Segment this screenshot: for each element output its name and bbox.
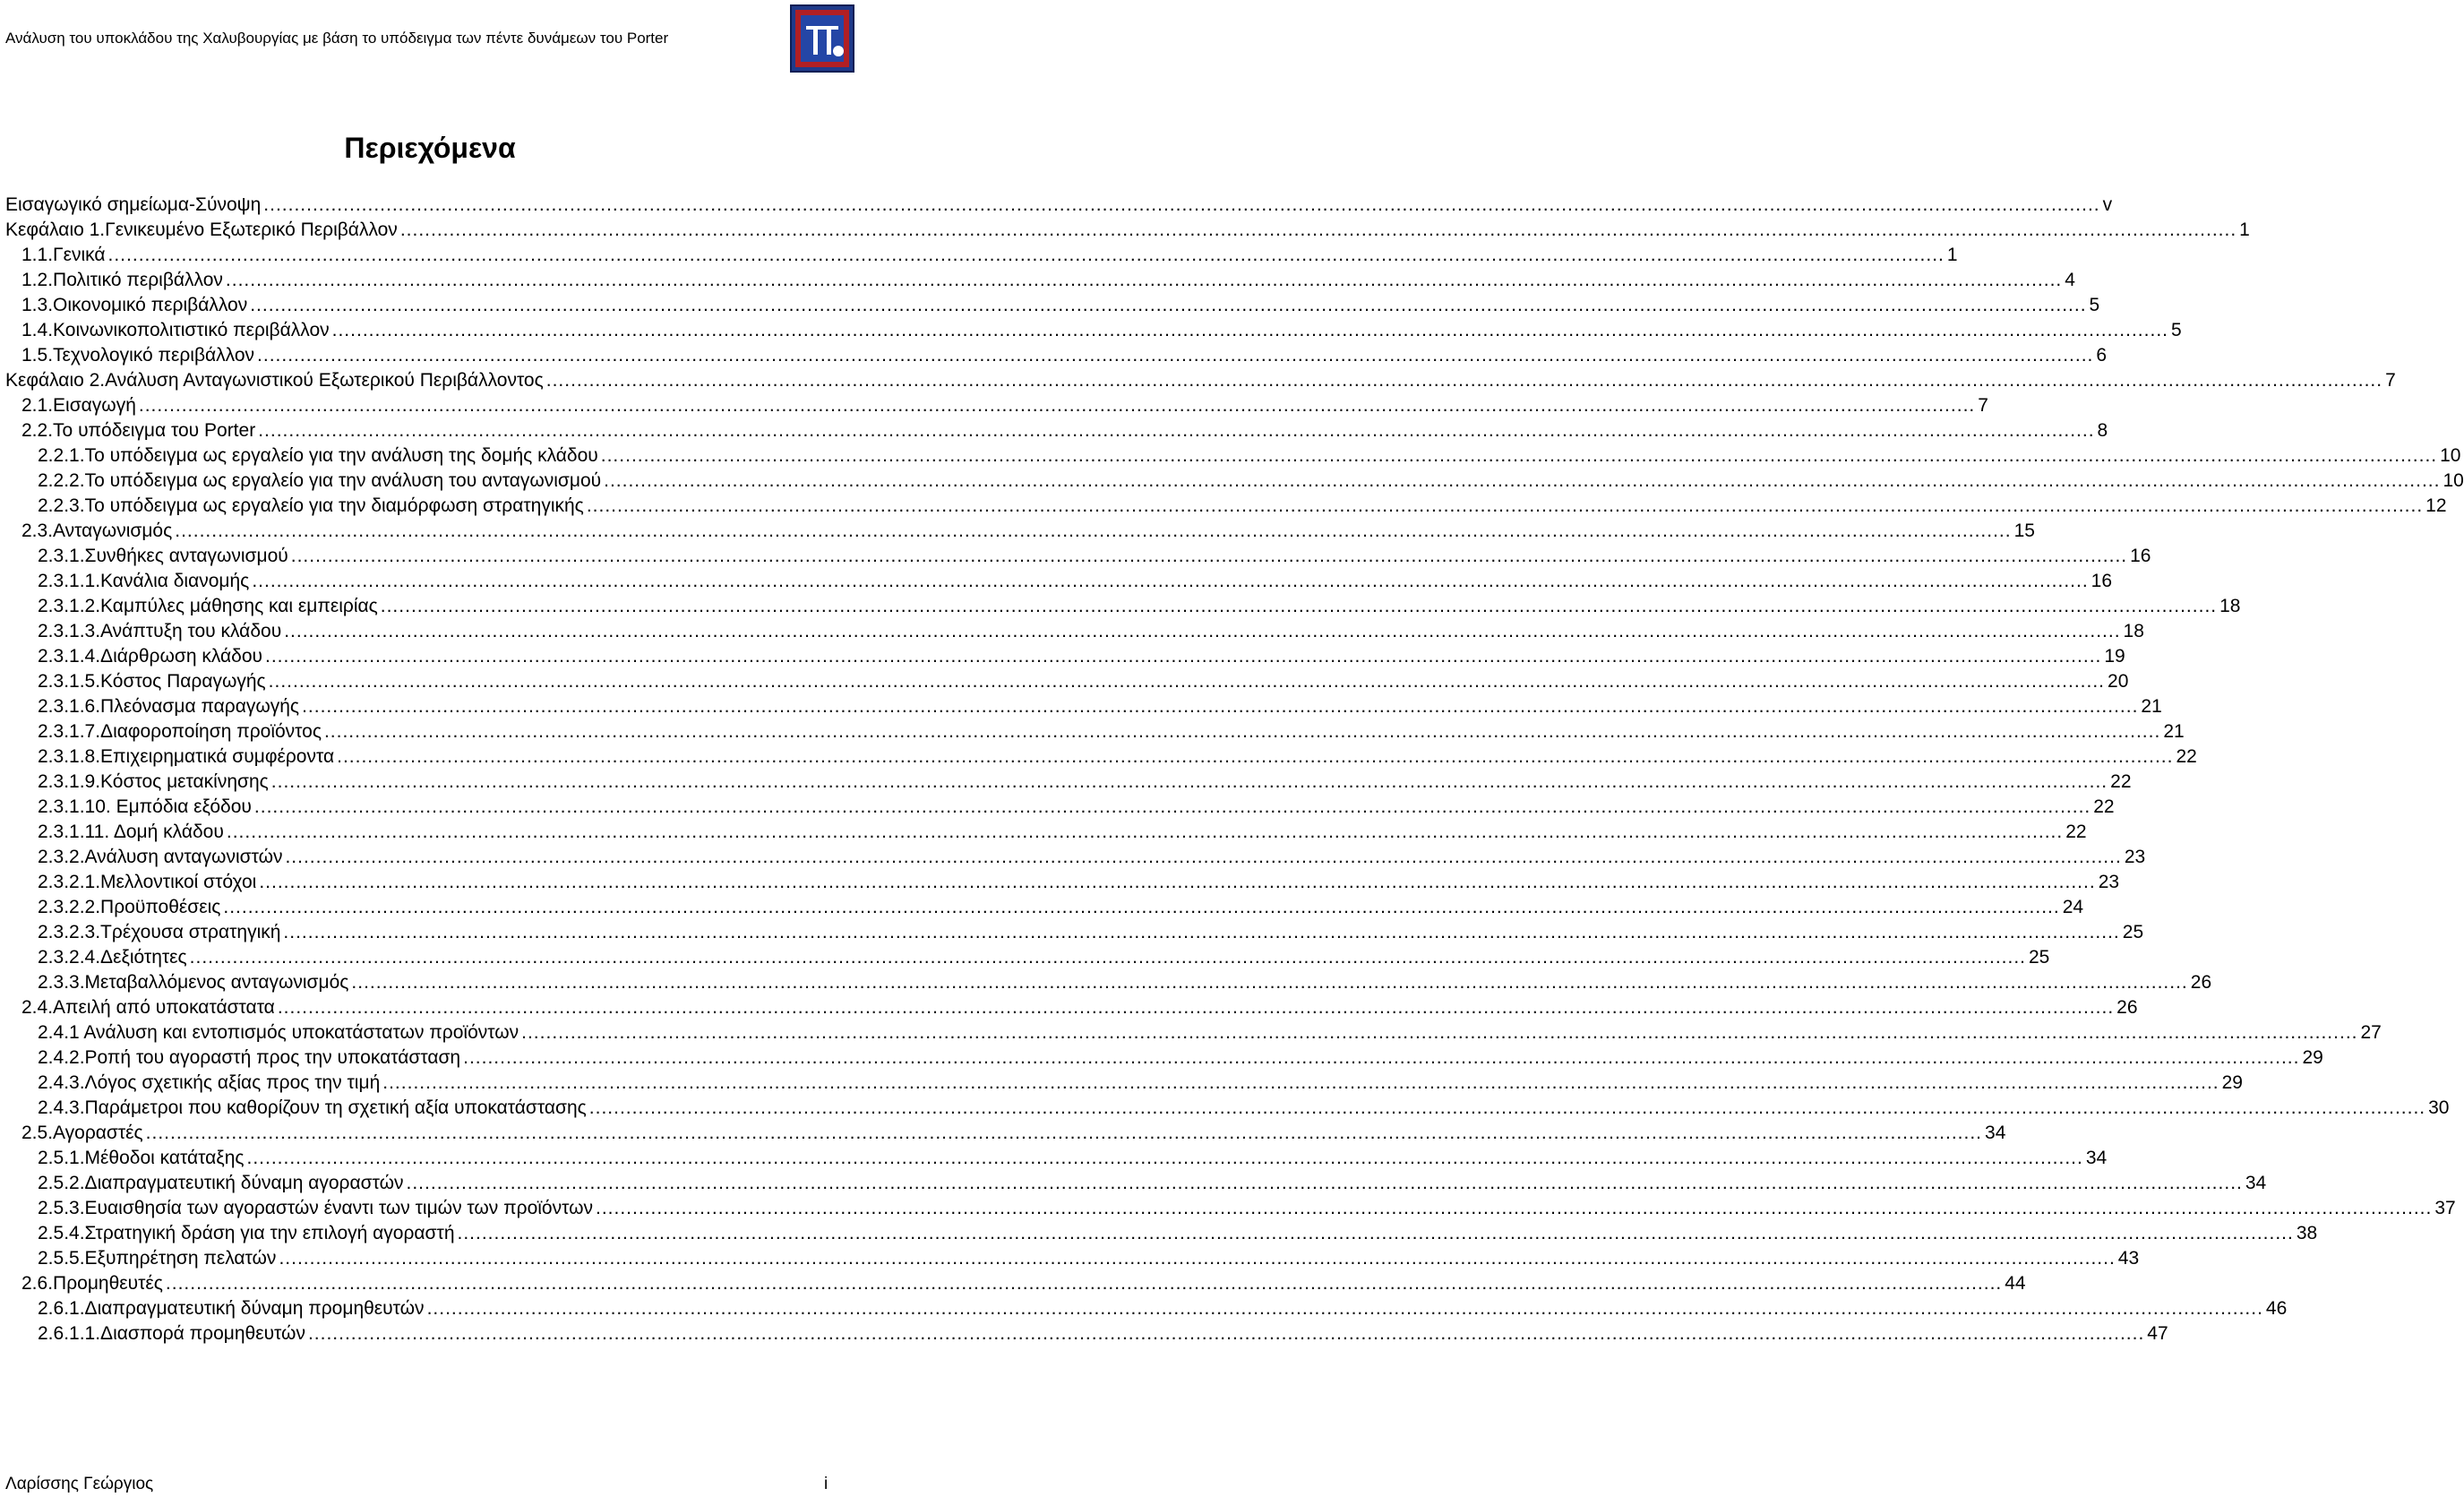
toc-dot-leader: ............................................................................................................................................................................................................................................................................................................ — [285, 847, 2122, 867]
toc-entry[interactable] — [38, 667, 2129, 693]
toc-dot-leader: ............................................................................................................................................................................................................................................................................................................ — [138, 395, 1976, 416]
toc-entry-label: Το υπόδειγμα ως εργαλείο για την ανάλυση του ανταγωνισμού — [84, 470, 602, 491]
toc-entry[interactable] — [38, 1043, 2323, 1070]
toc-dot-leader: ............................................................................................................................................................................................................................................................................................................ — [331, 320, 2168, 340]
toc-entry-label: 2.3.2.3.Τρέχουσα στρατηγική — [38, 922, 281, 942]
toc-entry[interactable] — [21, 265, 2075, 292]
toc-entry[interactable] — [21, 993, 2138, 1020]
toc-entry[interactable] — [5, 366, 2396, 392]
toc-entry-number: 1.2. — [21, 270, 54, 290]
toc-entry-label: Αγοραστές — [53, 1123, 143, 1143]
toc-entry-page: 21 — [2163, 721, 2185, 742]
toc-entry-number: 2.2.3. — [38, 495, 85, 516]
toc-dot-leader: ............................................................................................................................................................................................................................................................................................................ — [307, 1323, 2145, 1344]
toc-entry-page: 25 — [2029, 947, 2050, 968]
toc-entry[interactable] — [5, 190, 2113, 217]
toc-dot-leader: ............................................................................................................................................................................................................................................................................................................ — [521, 1022, 2358, 1043]
toc-entry-page: 10 — [2443, 470, 2464, 491]
toc-dot-leader: ............................................................................................................................................................................................................................................................................................................ — [351, 972, 2188, 993]
toc-entry-number: 1.3. — [21, 295, 54, 315]
toc-entry-page: 23 — [2098, 872, 2120, 892]
toc-entry-page: 38 — [2296, 1223, 2318, 1243]
toc-entry-page: 8 — [2097, 420, 2108, 441]
toc-entry-label: Ευαισθησία των αγοραστών έναντι των τιμών των προϊόντων — [84, 1198, 593, 1218]
toc-entry-label: 2.3.1.5.Κόστος Παραγωγής — [38, 671, 266, 692]
toc-entry-label: Εισαγωγή — [53, 395, 136, 416]
toc-entry-page: v — [2102, 194, 2113, 215]
toc-entry-page: 7 — [1978, 395, 1988, 416]
toc-entry-page: 19 — [2104, 646, 2125, 667]
toc-entry[interactable] — [38, 1143, 2108, 1170]
toc-dot-leader: ............................................................................................................................................................................................................................................................................................................ — [223, 897, 2060, 917]
toc-dot-leader: ............................................................................................................................................................................................................................................................................................................ — [283, 922, 2120, 942]
toc-entry-page: 23 — [2124, 847, 2146, 867]
toc-dot-leader: ............................................................................................................................................................................................................................................................................................................ — [259, 872, 2096, 892]
toc-entry-label: Εισαγωγικό σημείωμα-Σύνοψη — [5, 194, 262, 215]
toc-dot-leader: ............................................................................................................................................................................................................................................................................................................ — [399, 219, 2237, 240]
toc-dot-leader: ............................................................................................................................................................................................................................................................................................................ — [337, 746, 2174, 767]
toc-entry-page: 5 — [2089, 295, 2100, 315]
toc-entry-number: 1.5. — [21, 345, 54, 366]
toc-dot-leader: ............................................................................................................................................................................................................................................................................................................ — [463, 1047, 2300, 1068]
toc-dot-leader: ............................................................................................................................................................................................................................................................................................................ — [302, 696, 2139, 717]
toc-entry-page: 46 — [2265, 1298, 2288, 1319]
toc-entry[interactable] — [38, 541, 2151, 568]
toc-entry-number: 2.6. — [21, 1273, 54, 1294]
toc-entry[interactable] — [38, 1068, 2243, 1095]
toc-entry-page: 7 — [2385, 370, 2396, 391]
toc-entry-label: 2.3.1.9.Κόστος μετακίνησης — [38, 771, 269, 792]
toc-dot-leader: ............................................................................................................................................................................................................................................................................................................ — [253, 796, 2091, 817]
toc-dot-leader: ............................................................................................................................................................................................................................................................................................................ — [284, 621, 2121, 641]
toc-entry-page: 29 — [2302, 1047, 2323, 1068]
toc-entry-page: 16 — [2130, 546, 2151, 566]
toc-entry[interactable] — [38, 616, 2144, 643]
toc-entry[interactable] — [38, 742, 2197, 769]
toc-entry-page: 29 — [2221, 1072, 2243, 1093]
toc-entry[interactable] — [38, 641, 2125, 668]
toc-entry-page: 6 — [2096, 345, 2108, 366]
toc-entry[interactable] — [38, 491, 2447, 518]
toc-dot-leader: ............................................................................................................................................................................................................................................................................................................ — [586, 495, 2424, 516]
toc-entry-page: 47 — [2147, 1323, 2168, 1344]
toc-entry-number: 2.4.2. — [38, 1047, 85, 1068]
toc-entry-page: 26 — [2116, 997, 2138, 1018]
toc-dot-leader: ............................................................................................................................................................................................................................................................................................................ — [596, 1198, 2433, 1218]
toc-entry[interactable] — [38, 917, 2144, 944]
toc-entry-number: 2.3. — [21, 521, 54, 541]
toc-entry-number: 2.4.3. — [38, 1072, 85, 1093]
toc-entry-page: 22 — [2176, 746, 2197, 767]
toc-dot-leader: ............................................................................................................................................................................................................................................................................................................ — [257, 345, 2094, 366]
toc-entry[interactable] — [38, 792, 2115, 819]
toc-entry-page: 18 — [2219, 596, 2241, 616]
toc-dot-leader: ............................................................................................................................................................................................................................................................................................................ — [165, 1273, 2003, 1294]
toc-entry[interactable] — [38, 441, 2461, 468]
toc-entry-label: Προμηθευτές — [53, 1273, 163, 1294]
toc-entry-page: 27 — [2360, 1022, 2382, 1043]
toc-dot-leader: ............................................................................................................................................................................................................................................................................................................ — [406, 1173, 2243, 1193]
toc-entry-page: 43 — [2117, 1248, 2140, 1269]
toc-entry-label: Εξυπηρέτηση πελατών — [84, 1248, 277, 1269]
toc-entry[interactable] — [38, 1193, 2456, 1220]
toc-entry-page: 37 — [2434, 1198, 2456, 1218]
toc-dot-leader: ............................................................................................................................................................................................................................................................................................................ — [226, 822, 2064, 842]
toc-dot-leader: ............................................................................................................................................................................................................................................................................................................ — [323, 721, 2161, 742]
toc-dot-leader: ............................................................................................................................................................................................................................................................................................................ — [250, 295, 2087, 315]
toc-dot-leader: ............................................................................................................................................................................................................................................................................................................ — [545, 370, 2383, 391]
toc-entry-label: 2.3.1.6.Πλεόνασμα παραγωγής — [38, 696, 300, 717]
toc-entry[interactable] — [38, 566, 2113, 593]
toc-dot-leader: ............................................................................................................................................................................................................................................................................................................ — [426, 1298, 2263, 1319]
toc-entry-label: Διαπραγματευτική δύναμη αγοραστών — [84, 1173, 404, 1193]
toc-entry-label: 2.3.1.1.Κανάλια διανομής — [38, 571, 250, 591]
toc-entry-label: Μέθοδοι κατάταξης — [84, 1148, 245, 1168]
toc-entry-label: Πολιτικό περιβάλλον — [53, 270, 223, 290]
toc-entry[interactable] — [38, 1319, 2168, 1346]
toc-entry-page: 5 — [2170, 320, 2182, 340]
toc-entry-page: 34 — [2085, 1148, 2108, 1168]
toc-entry-label: Το υπόδειγμα ως εργαλείο για την ανάλυση της δομής κλάδου — [84, 445, 598, 466]
toc-entry[interactable] — [21, 240, 1958, 267]
footer-author: Λαρίσσης Γεώργιος — [5, 1475, 154, 1493]
toc-entry[interactable] — [21, 315, 2182, 342]
toc-entry-number: 2.5.3. — [38, 1198, 85, 1218]
toc-entry-page: 18 — [2123, 621, 2144, 641]
toc-entry-label: 2.3.2.4.Δεξιότητες — [38, 947, 187, 968]
toc-entry-page: 34 — [1985, 1123, 2006, 1143]
toc-entry-label: 2.3.1.2.Καμπύλες μάθησης και εμπειρίας — [38, 596, 378, 616]
toc-entry-label: 2.3.1.3.Ανάπτυξη του κλάδου — [38, 621, 282, 641]
toc-dot-leader: ............................................................................................................................................................................................................................................................................................................ — [246, 1148, 2083, 1168]
toc-entry[interactable] — [21, 1269, 2026, 1295]
document-header-title: Ανάλυση του υποκλάδου της Χαλυβουργίας με βάση το υπόδειγμα των πέντε δυνάμεων του Porter — [5, 30, 669, 47]
toc-entry-page: 15 — [2013, 521, 2035, 541]
toc-entry[interactable] — [21, 416, 2108, 443]
toc-entry-label: 2.3.1.4.Διάρθρωση κλάδου — [38, 646, 263, 667]
toc-entry-label: 2.3.1.10. Εμπόδια εξόδου — [38, 796, 252, 817]
toc-entry-page: 44 — [2005, 1273, 2026, 1294]
toc-entry-page: 12 — [2425, 495, 2447, 516]
toc-dot-leader: ............................................................................................................................................................................................................................................................................................................ — [382, 1072, 2219, 1093]
toc-entry-label: Παράμετροι που καθορίζουν τη σχετική αξία υποκατάστασης — [84, 1097, 587, 1118]
toc-dot-leader: ............................................................................................................................................................................................................................................................................................................ — [600, 445, 2438, 466]
toc-entry-label: 2.3.2.1.Μελλοντικοί στόχοι — [38, 872, 257, 892]
toc-entry-number: 2.2.2. — [38, 470, 85, 491]
toc-dot-leader: ............................................................................................................................................................................................................................................................................................................ — [258, 420, 2095, 441]
toc-entry-page: 30 — [2428, 1097, 2450, 1118]
toc-title: Περιεχόμενα — [344, 132, 516, 164]
toc-entry[interactable] — [38, 968, 2212, 994]
toc-dot-leader: ............................................................................................................................................................................................................................................................................................................ — [457, 1223, 2294, 1243]
toc-entry[interactable] — [38, 942, 2050, 969]
toc-entry-label: 2.6.1.1.Διασπορά προμηθευτών — [38, 1323, 305, 1344]
toc-entry[interactable] — [38, 1294, 2288, 1321]
toc-entry-page: 22 — [2110, 771, 2132, 792]
toc-entry-number: 1.4. — [21, 320, 54, 340]
toc-entry-number: 2.5.5. — [38, 1248, 85, 1269]
toc-entry-label: Στρατηγική δράση για την επιλογή αγοραστή — [84, 1223, 455, 1243]
toc-entry[interactable] — [38, 466, 2464, 493]
toc-dot-leader: ............................................................................................................................................................................................................................................................................................................ — [145, 1123, 1983, 1143]
toc-entry-page: 16 — [2091, 571, 2113, 591]
toc-dot-leader: ............................................................................................................................................................................................................................................................................................................ — [270, 771, 2108, 792]
toc-entry-page: 22 — [2065, 822, 2087, 842]
toc-entry[interactable] — [21, 391, 1988, 417]
toc-dot-leader: ............................................................................................................................................................................................................................................................................................................ — [277, 997, 2115, 1018]
toc-entry-label: 2.3.1.8.Επιχειρηματικά συμφέροντα — [38, 746, 335, 767]
toc-dot-leader: ............................................................................................................................................................................................................................................................................................................ — [604, 470, 2441, 491]
toc-entry-label: Οικονομικό περιβάλλον — [53, 295, 248, 315]
toc-entry-number: 2.1. — [21, 395, 54, 416]
toc-entry-label: Απειλή από υποκατάστατα — [53, 997, 275, 1018]
toc-entry-label: Γενικά — [53, 245, 106, 265]
toc-entry-number: 2.2.1. — [38, 445, 85, 466]
footer-page-number: i — [824, 1475, 828, 1493]
toc-entry-page: 25 — [2122, 922, 2144, 942]
toc-entry-label: Διαπραγματευτική δύναμη προμηθευτών — [84, 1298, 425, 1319]
toc-entry[interactable] — [21, 1118, 2006, 1145]
toc-dot-leader: ............................................................................................................................................................................................................................................................................................................ — [107, 245, 1945, 265]
toc-entry-page: 1 — [1946, 245, 1958, 265]
toc-entry-number: 2.3.2. — [38, 847, 85, 867]
toc-entry-number: 2.4.3. — [38, 1097, 85, 1118]
toc-entry-number: 2.3.1. — [38, 546, 85, 566]
toc-dot-leader: ............................................................................................................................................................................................................................................................................................................ — [268, 671, 2106, 692]
toc-entry-label: Ανάλυση ανταγωνιστών — [84, 847, 283, 867]
toc-entry[interactable] — [38, 767, 2132, 794]
toc-entry[interactable] — [38, 842, 2146, 869]
toc-entry-label: Ροπή του αγοραστή προς την υποκατάσταση — [84, 1047, 461, 1068]
toc-entry-label: Κεφάλαιο 1.Γενικευμένο Εξωτερικό Περιβάλλον — [5, 219, 398, 240]
toc-dot-leader: ............................................................................................................................................................................................................................................................................................................ — [225, 270, 2063, 290]
toc-entry-page: 34 — [2245, 1173, 2267, 1193]
toc-entry-label: 2.4.1 Ανάλυση και εντοπισμός υποκατάστατων προϊόντων — [38, 1022, 519, 1043]
toc-dot-leader: ............................................................................................................................................................................................................................................................................................................ — [265, 646, 2102, 667]
toc-dot-leader: ............................................................................................................................................................................................................................................................................................................ — [290, 546, 2128, 566]
toc-entry-number: 2.5.1. — [38, 1148, 85, 1168]
toc-entry-label: Το υπόδειγμα του Porter — [53, 420, 256, 441]
toc-entry-label: Ανταγωνισμός — [53, 521, 173, 541]
toc-entry-number: 1.1. — [21, 245, 54, 265]
toc-entry-page: 26 — [2190, 972, 2212, 993]
toc-entry[interactable] — [38, 867, 2120, 894]
toc-entry-label: Λόγος σχετικής αξίας προς την τιμή — [84, 1072, 381, 1093]
toc-entry-page: 20 — [2108, 671, 2129, 692]
university-logo-icon — [790, 4, 854, 73]
toc-entry-label: Κεφάλαιο 2.Ανάλυση Ανταγωνιστικού Εξωτερικού Περιβάλλοντος — [5, 370, 544, 391]
toc-entry-label: Συνθήκες ανταγωνισμού — [84, 546, 288, 566]
toc-dot-leader: ............................................................................................................................................................................................................................................................................................................ — [380, 596, 2218, 616]
toc-entry-number: 2.3.3. — [38, 972, 85, 993]
toc-entry-number: 2.6.1. — [38, 1298, 85, 1319]
toc-entry[interactable] — [21, 340, 2108, 367]
toc-entry-label: Το υπόδειγμα ως εργαλείο για την διαμόρφωση στρατηγικής — [84, 495, 584, 516]
toc-entry-number: 2.5.2. — [38, 1173, 85, 1193]
toc-entry-label: 2.3.1.7.Διαφοροποίηση προϊόντος — [38, 721, 322, 742]
toc-entry[interactable] — [38, 692, 2162, 718]
toc-entry[interactable] — [5, 215, 2250, 242]
toc-dot-leader: ............................................................................................................................................................................................................................................................................................................ — [263, 194, 2100, 215]
toc-dot-leader: ............................................................................................................................................................................................................................................................................................................ — [588, 1097, 2426, 1118]
toc-entry[interactable] — [38, 892, 2084, 919]
toc-entry-label: Τεχνολογικό περιβάλλον — [53, 345, 255, 366]
toc-entry-label: Κοινωνικοπολιτιστικό περιβάλλον — [53, 320, 330, 340]
toc-entry-number: 2.4. — [21, 997, 54, 1018]
toc-entry-page: 1 — [2239, 219, 2250, 240]
toc-entry[interactable] — [38, 1168, 2267, 1195]
toc-entry-label: 2.3.1.11. Δομή κλάδου — [38, 822, 224, 842]
toc-entry[interactable] — [38, 817, 2087, 844]
toc-dot-leader: ............................................................................................................................................................................................................................................................................................................ — [175, 521, 2012, 541]
toc-entry-number: 2.2. — [21, 420, 54, 441]
toc-entry-page: 22 — [2093, 796, 2115, 817]
toc-entry[interactable] — [21, 516, 2035, 543]
toc-dot-leader: ............................................................................................................................................................................................................................................................................................................ — [252, 571, 2089, 591]
toc-entry-page: 10 — [2440, 445, 2461, 466]
toc-entry-page: 24 — [2062, 897, 2084, 917]
toc-entry[interactable] — [38, 1093, 2450, 1120]
toc-entry[interactable] — [21, 290, 2100, 317]
toc-dot-leader: ............................................................................................................................................................................................................................................................................................................ — [189, 947, 2026, 968]
toc-entry[interactable] — [38, 1218, 2318, 1245]
toc-entry[interactable] — [38, 1018, 2382, 1045]
toc-entry[interactable] — [38, 591, 2241, 618]
toc-entry-number: 2.5. — [21, 1123, 54, 1143]
toc-entry-number: 2.5.4. — [38, 1223, 85, 1243]
toc-entry-label: 2.3.2.2.Προϋποθέσεις — [38, 897, 221, 917]
toc-entry[interactable] — [38, 1243, 2140, 1270]
toc-entry-page: 4 — [2065, 270, 2075, 290]
toc-entry[interactable] — [38, 717, 2185, 744]
toc-entry-label: Μεταβαλλόμενος ανταγωνισμός — [84, 972, 349, 993]
toc-dot-leader: ............................................................................................................................................................................................................................................................................................................ — [279, 1248, 2116, 1269]
toc-entry-page: 21 — [2141, 696, 2162, 717]
